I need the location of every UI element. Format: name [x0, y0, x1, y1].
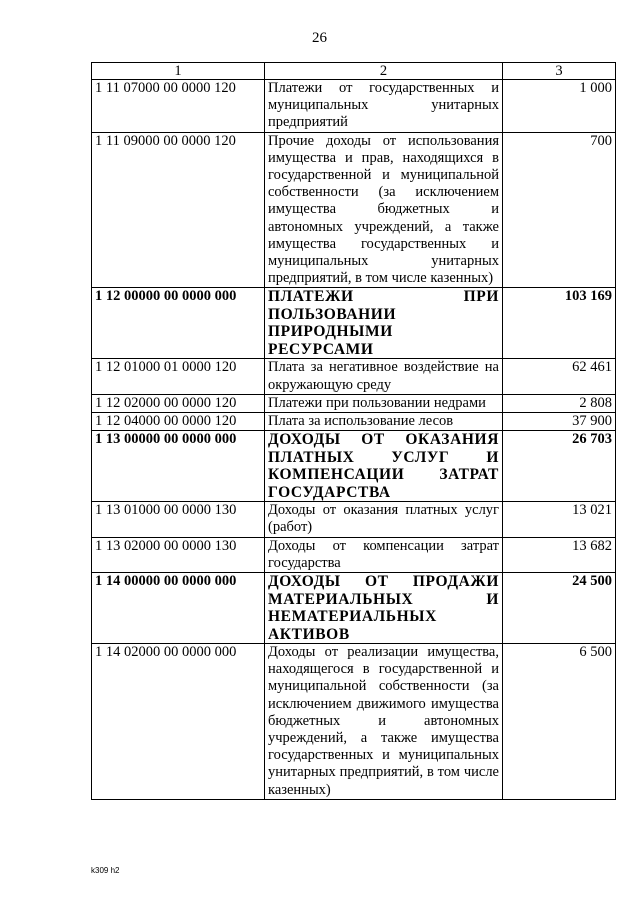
revenue-code-cell: 1 13 00000 00 0000 000: [92, 431, 265, 502]
revenue-description-cell: ДОХОДЫ ОТ ОКАЗАНИЯ ПЛАТНЫХ УСЛУГ И КОМПЕНСАЦИИ ЗАТРАТ ГОСУДАРСТВА: [265, 431, 503, 502]
revenue-amount-cell: 13 021: [503, 502, 616, 537]
revenue-code-cell: 1 12 00000 00 0000 000: [92, 288, 265, 359]
revenue-code-cell: 1 13 01000 00 0000 130: [92, 502, 265, 537]
page-number: 26: [312, 30, 327, 46]
column-header-code: 1: [92, 63, 265, 80]
table-row: [92, 502, 616, 537]
revenue-code-cell: 1 13 02000 00 0000 130: [92, 537, 265, 572]
revenue-code-cell: 1 12 01000 01 0000 120: [92, 359, 265, 394]
column-header-description: 2: [265, 63, 503, 80]
revenue-code-cell: 1 12 04000 00 0000 120: [92, 413, 265, 431]
revenue-description-cell: Доходы от оказания платных услуг (работ): [265, 502, 503, 537]
revenue-amount-cell: 26 703: [503, 431, 616, 502]
revenue-code-cell: 1 11 07000 00 0000 120: [92, 80, 265, 133]
footer-document-code: k309 h2: [91, 866, 120, 875]
table-section-row: [92, 288, 616, 359]
revenue-description-cell: Платежи от государственных и муниципальных унитарных предприятий: [265, 80, 503, 133]
revenue-code-cell: 1 14 02000 00 0000 000: [92, 644, 265, 800]
table-row: [92, 537, 616, 572]
revenue-amount-cell: 1 000: [503, 80, 616, 133]
revenue-description-cell: Плата за негативное воздействие на окружающую среду: [265, 359, 503, 394]
table-row: [92, 359, 616, 394]
revenue-table: [91, 62, 616, 800]
revenue-amount-cell: 700: [503, 132, 616, 288]
revenue-description-cell: Доходы от реализации имущества, находящегося в государственной и муниципальной собственности (за исключением движимого имущества бюджетных и автономных учреждений, а также имущества государственных и муниципальных унитарных предприятий, в том числе казенных): [265, 644, 503, 800]
table-section-row: [92, 431, 616, 502]
table-row: [92, 413, 616, 431]
revenue-description-cell: ДОХОДЫ ОТ ПРОДАЖИ МАТЕРИАЛЬНЫХ И НЕМАТЕРИАЛЬНЫХ АКТИВОВ: [265, 573, 503, 644]
revenue-description-cell: Прочие доходы от использования имущества и прав, находящихся в государственной и муниципальной собственности (за исключением имущества бюджетных и автономных учреждений, а также имущества государственных и муниципальных унитарных предприятий, в том числе казенных): [265, 132, 503, 288]
column-header-amount: 3: [503, 63, 616, 80]
revenue-amount-cell: 6 500: [503, 644, 616, 800]
revenue-amount-cell: 24 500: [503, 573, 616, 644]
table-section-row: [92, 573, 616, 644]
revenue-amount-cell: 2 808: [503, 394, 616, 412]
revenue-code-cell: 1 14 00000 00 0000 000: [92, 573, 265, 644]
revenue-description-cell: Доходы от компенсации затрат государства: [265, 537, 503, 572]
table-row: [92, 80, 616, 133]
revenue-description-cell: ПЛАТЕЖИ ПРИ ПОЛЬЗОВАНИИ ПРИРОДНЫМИ РЕСУРСАМИ: [265, 288, 503, 359]
revenue-amount-cell: 37 900: [503, 413, 616, 431]
table-row: [92, 644, 616, 800]
revenue-description-cell: Плата за использование лесов: [265, 413, 503, 431]
revenue-description-cell: Платежи при пользовании недрами: [265, 394, 503, 412]
table-row: [92, 394, 616, 412]
table-body: [92, 80, 616, 800]
table-row: [92, 132, 616, 288]
table-header-row: [92, 63, 616, 80]
revenue-amount-cell: 62 461: [503, 359, 616, 394]
revenue-code-cell: 1 12 02000 00 0000 120: [92, 394, 265, 412]
revenue-amount-cell: 13 682: [503, 537, 616, 572]
revenue-code-cell: 1 11 09000 00 0000 120: [92, 132, 265, 288]
revenue-amount-cell: 103 169: [503, 288, 616, 359]
